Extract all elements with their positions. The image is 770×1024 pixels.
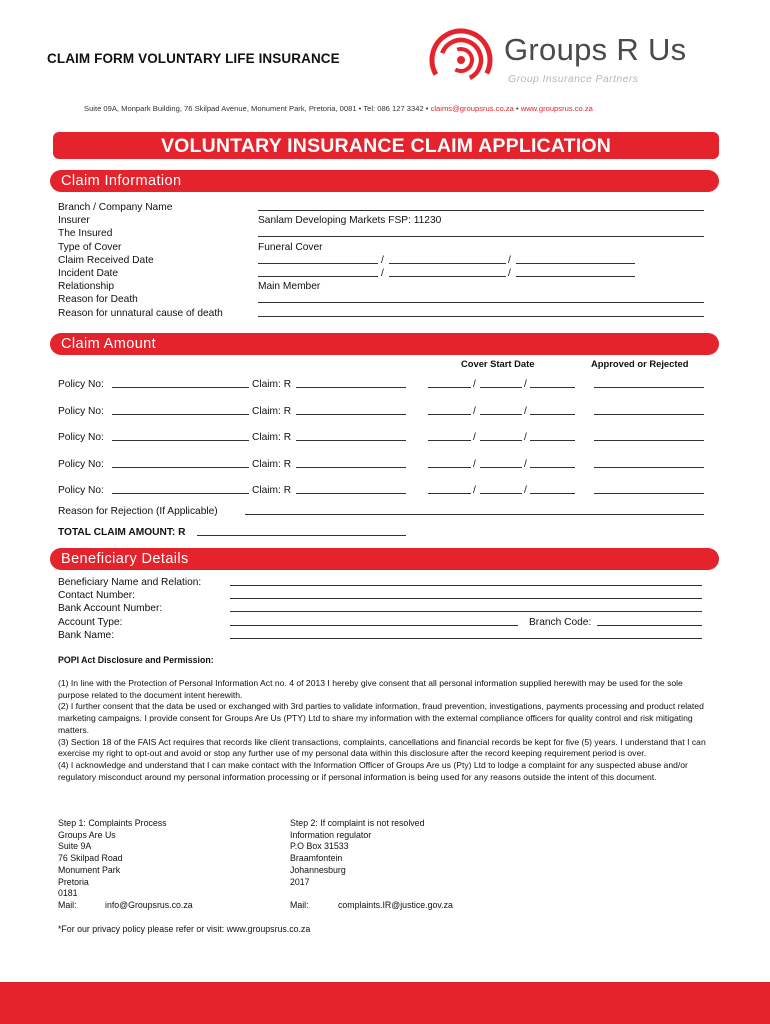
- cover-date-line[interactable]: [530, 493, 575, 494]
- claim-info-line[interactable]: [258, 316, 704, 317]
- col-approved-rejected: Approved or Rejected: [591, 358, 689, 369]
- date-separator: /: [473, 405, 476, 417]
- step2-mail-link[interactable]: complaints.IR@justice.gov.za: [338, 900, 453, 910]
- company-logo: [428, 27, 728, 92]
- popi-paragraph: (4) I acknowledge and understand that I can make contact with the Information Officer of Groups Are us (Pty) Ltd to lodge a complaint for any suspected abuse and/or regulatory misconduct around my personal information processing or if personal information is being used for any reasons outside the intent of this document.: [58, 759, 688, 782]
- policy-no-line[interactable]: [112, 440, 249, 441]
- step1-line: Suite 9A: [58, 841, 92, 852]
- step2-line: 2017: [290, 876, 310, 887]
- policy-no-line[interactable]: [112, 414, 249, 415]
- cover-date-line[interactable]: [428, 440, 471, 441]
- date-separator: /: [473, 379, 476, 390]
- branch-code-label: Branch Code:: [529, 616, 592, 628]
- step1-line: Pretoria: [58, 876, 89, 887]
- popi-text: [58, 678, 714, 783]
- step2-line: Information regulator: [290, 829, 372, 840]
- policy-no-line[interactable]: [112, 387, 249, 388]
- beneficiary-label: Contact Number:: [58, 590, 136, 602]
- claim-info-label: Insurer: [58, 215, 90, 227]
- claim-info-label: Reason for Death: [58, 294, 138, 306]
- date-separator: /: [381, 254, 384, 266]
- cover-date-line[interactable]: [530, 467, 575, 468]
- beneficiary-label: Account Type:: [58, 616, 123, 628]
- cover-date-line[interactable]: [428, 493, 471, 494]
- beneficiary-line[interactable]: [230, 585, 702, 586]
- logo-wordmark: Groups R Us: [504, 32, 687, 67]
- cover-date-line[interactable]: [530, 414, 575, 415]
- claim-info-label: The Insured: [58, 228, 113, 240]
- col-cover-start-date: Cover Start Date: [461, 358, 535, 369]
- section-beneficiary-details: Beneficiary Details: [50, 548, 719, 570]
- policy-no-label: Policy No:: [58, 458, 104, 470]
- address-separator: •: [513, 104, 521, 113]
- beneficiary-line[interactable]: [230, 611, 702, 612]
- cover-date-line[interactable]: [428, 467, 471, 468]
- step1-line: 0181: [58, 888, 78, 899]
- claim-info-label: Claim Received Date: [58, 254, 154, 266]
- cover-date-line[interactable]: [480, 387, 522, 388]
- account-type-line[interactable]: [230, 625, 518, 626]
- claim-info-line[interactable]: [258, 302, 704, 303]
- date-separator: /: [524, 405, 527, 417]
- popi-paragraph: (3) Section 18 of the FAIS Act requires that records like client transactions, complaints, cancellations and financial records be kept for five (5) years. I understand that I can exercise my right to opt-out and avoid or stop any further use of my personal data within this disclosure after the record keeping requirement period is over.: [58, 736, 706, 759]
- date-separator: /: [473, 432, 476, 444]
- section-claim-amount: Claim Amount: [50, 333, 719, 355]
- step2-line: Johannesburg: [290, 864, 346, 875]
- step1-line: Groups Are Us: [58, 829, 116, 840]
- total-claim-line[interactable]: [197, 535, 406, 536]
- popi-paragraph: (1) In line with the Protection of Personal Information Act no. 4 of 2013 I hereby give consent that all personal information supplied herewith may be used for the sole purpose related to the document intent herewith.: [58, 678, 683, 700]
- rejection-reason-label: Reason for Rejection (If Applicable): [58, 506, 218, 517]
- date-part-line[interactable]: [258, 276, 378, 277]
- claim-amount-label: Claim: R: [252, 432, 292, 444]
- cover-date-line[interactable]: [480, 414, 522, 415]
- cover-date-line[interactable]: [480, 467, 522, 468]
- step1-line: 76 Skilpad Road: [58, 853, 123, 864]
- policy-no-line[interactable]: [112, 467, 249, 468]
- form-title: VOLUNTARY INSURANCE CLAIM APPLICATION: [53, 132, 719, 159]
- claim-amount-line[interactable]: [296, 414, 406, 415]
- date-separator: /: [508, 254, 511, 266]
- claim-amount-label: Claim: R: [252, 458, 292, 470]
- claim-info-value[interactable]: Funeral Cover: [258, 241, 323, 253]
- claim-info-label: Branch / Company Name: [58, 202, 173, 213]
- step1-line: Step 1: Complaints Process: [58, 818, 167, 828]
- date-part-line[interactable]: [389, 276, 506, 277]
- step1-mail-label: Mail:: [58, 900, 77, 910]
- approved-rejected-line[interactable]: [594, 414, 704, 415]
- cover-date-line[interactable]: [428, 414, 471, 415]
- beneficiary-line[interactable]: [230, 598, 702, 599]
- step2-line: Braamfontein: [290, 853, 343, 864]
- cover-date-line[interactable]: [480, 440, 522, 441]
- claim-info-label: Incident Date: [58, 268, 119, 279]
- claim-amount-label: Claim: R: [252, 379, 292, 390]
- claim-amount-line[interactable]: [296, 387, 406, 388]
- logo-tagline: Group Insurance Partners: [508, 73, 639, 85]
- policy-no-label: Policy No:: [58, 432, 104, 444]
- claim-info-value[interactable]: Main Member: [258, 281, 321, 293]
- claim-amount-line[interactable]: [296, 440, 406, 441]
- privacy-note: *For our privacy policy please refer or visit: www.groupsrus.co.za: [58, 924, 311, 934]
- claim-amount-label: Claim: R: [252, 405, 292, 417]
- beneficiary-label: Bank Name:: [58, 629, 115, 641]
- claim-amount-line[interactable]: [296, 493, 406, 494]
- date-separator: /: [524, 485, 527, 497]
- total-claim-label: TOTAL CLAIM AMOUNT: R: [58, 527, 186, 538]
- approved-rejected-line[interactable]: [594, 467, 704, 468]
- step2-mail-label: Mail:: [290, 900, 309, 910]
- approved-rejected-line[interactable]: [594, 493, 704, 494]
- branch-code-line[interactable]: [597, 625, 702, 626]
- claim-amount-label: Claim: R: [252, 485, 292, 497]
- section-claim-information: Claim Information: [50, 170, 719, 192]
- date-separator: /: [524, 432, 527, 444]
- beneficiary-label: Bank Account Number:: [58, 603, 163, 615]
- claim-info-label: Type of Cover: [58, 241, 122, 253]
- website-link[interactable]: www.groupsrus.co.za: [520, 104, 593, 113]
- form-header-title: CLAIM FORM VOLUNTARY LIFE INSURANCE: [47, 51, 340, 66]
- date-separator: /: [381, 268, 384, 279]
- claim-info-value[interactable]: Sanlam Developing Markets FSP: 11230: [258, 215, 442, 227]
- date-part-line[interactable]: [516, 263, 635, 264]
- address-text: Suite 09A, Monpark Building, 76 Skilpad Avenue, Monument Park, Pretoria, 0081 • Tel: 086 127 3342 •: [84, 104, 431, 113]
- step2-line: Step 2: If complaint is not resolved: [290, 818, 425, 828]
- policy-no-label: Policy No:: [58, 405, 104, 417]
- date-part-line[interactable]: [258, 263, 378, 264]
- date-part-line[interactable]: [389, 263, 506, 264]
- claim-info-label: Reason for unnatural cause of death: [58, 307, 223, 319]
- rejection-reason-line[interactable]: [245, 514, 704, 515]
- footer-bar: [0, 982, 770, 1024]
- claim-amount-line[interactable]: [296, 467, 406, 468]
- step1-line: Monument Park: [58, 864, 121, 875]
- approved-rejected-line[interactable]: [594, 387, 704, 388]
- beneficiary-label: Beneficiary Name and Relation:: [58, 577, 202, 588]
- claim-info-line[interactable]: [258, 236, 704, 237]
- company-address: [84, 104, 593, 113]
- date-separator: /: [473, 485, 476, 497]
- date-separator: /: [508, 268, 511, 279]
- cover-date-line[interactable]: [480, 493, 522, 494]
- claim-info-label: Relationship: [58, 281, 115, 293]
- popi-paragraph: (2) I further consent that the data be used or exchanged with 3rd parties to validate information, fraud prevention, investigations, payments processing and product related marketing campaigns. I provide consent for Groups Are Us (PTY) Ltd to share my information with the external compliance officers for quality control and risk mitigating matters.: [58, 701, 704, 735]
- date-separator: /: [524, 379, 527, 390]
- claim-info-line[interactable]: [258, 210, 704, 211]
- popi-heading: POPI Act Disclosure and Permission:: [58, 655, 214, 665]
- logo-swirl-icon: [428, 27, 496, 92]
- step2-line: P.O Box 31533: [290, 841, 349, 852]
- date-separator: /: [524, 458, 527, 470]
- policy-no-label: Policy No:: [58, 485, 104, 497]
- beneficiary-line[interactable]: [230, 638, 702, 639]
- date-separator: /: [473, 458, 476, 470]
- policy-no-label: Policy No:: [58, 379, 104, 390]
- approved-rejected-line[interactable]: [594, 440, 704, 441]
- cover-date-line[interactable]: [428, 387, 471, 388]
- cover-date-line[interactable]: [530, 387, 575, 388]
- policy-no-line[interactable]: [112, 493, 249, 494]
- date-part-line[interactable]: [516, 276, 635, 277]
- step1-mail-link[interactable]: info@Groupsrus.co.za: [105, 900, 193, 910]
- cover-date-line[interactable]: [530, 440, 575, 441]
- claims-email-link[interactable]: claims@groupsrus.co.za: [430, 104, 514, 113]
